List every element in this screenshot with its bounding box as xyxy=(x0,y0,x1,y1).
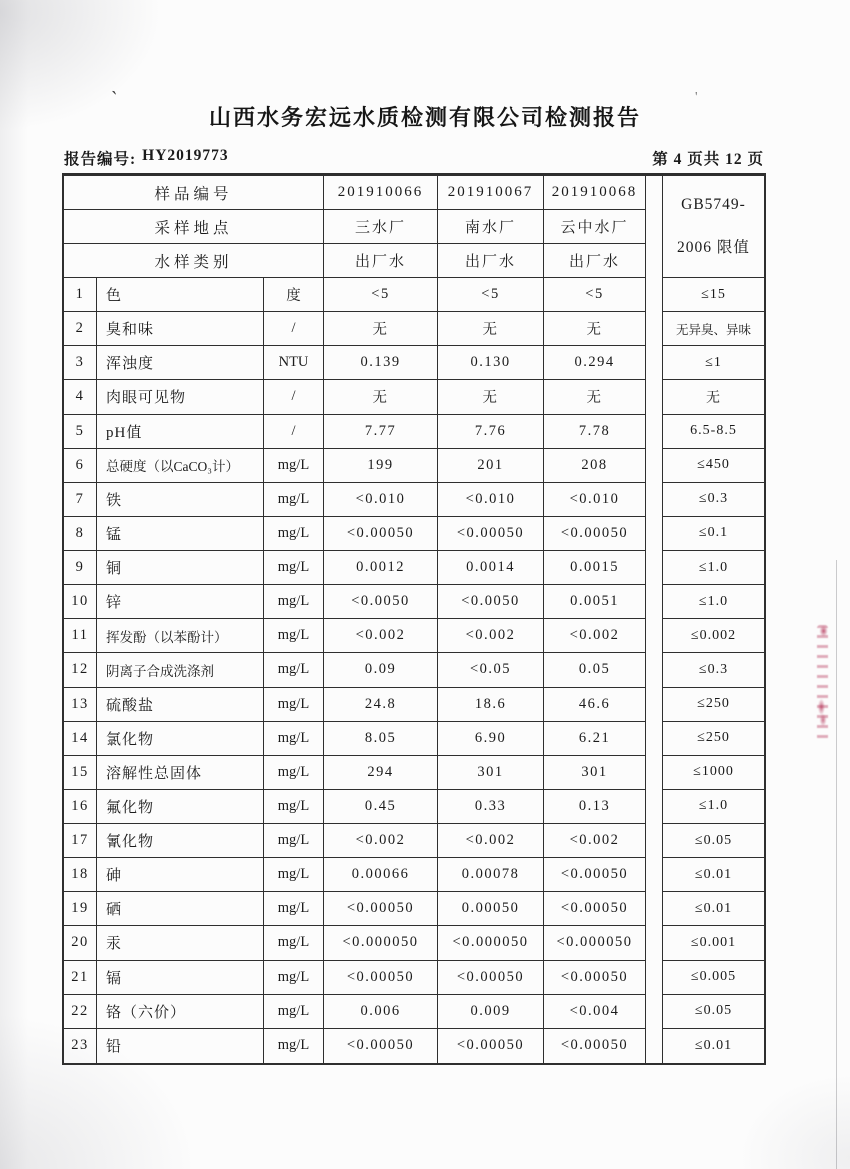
row-number-cell: 17 xyxy=(64,824,97,858)
report-number-value: HY2019773 xyxy=(142,147,229,164)
sample-value-cell: <0.00050 xyxy=(544,961,646,995)
param-name-cell: 铜 xyxy=(97,551,264,585)
row-number-cell: 2 xyxy=(64,312,97,346)
param-unit-cell: mg/L xyxy=(264,1029,324,1063)
sample-value-cell: <0.00050 xyxy=(324,961,438,995)
param-name-cell: 氯化物 xyxy=(97,722,264,756)
param-name-cell: 总硬度（以CaCO₃计） xyxy=(97,449,264,483)
sample-value-cell: 0.00066 xyxy=(324,858,438,892)
sample-value-cell: 6.90 xyxy=(438,722,544,756)
row-number-cell: 6 xyxy=(64,449,97,483)
sample-value-cell: <0.00050 xyxy=(544,892,646,926)
sample-value-cell: 0.00078 xyxy=(438,858,544,892)
sample-info-value: 云中水厂 xyxy=(544,210,646,244)
sample-value-cell: 294 xyxy=(324,756,438,790)
param-unit-cell: / xyxy=(264,380,324,414)
param-name-cell: 砷 xyxy=(97,858,264,892)
sample-value-cell: <0.010 xyxy=(438,483,544,517)
sample-value-cell: 7.77 xyxy=(324,415,438,449)
sample-value-cell: 8.05 xyxy=(324,722,438,756)
param-unit-cell: mg/L xyxy=(264,961,324,995)
sample-value-cell: <0.00050 xyxy=(544,1029,646,1063)
sample-value-cell: <0.000050 xyxy=(438,926,544,960)
param-unit-cell: / xyxy=(264,415,324,449)
row-number-cell: 14 xyxy=(64,722,97,756)
sample-value-cell: <0.000050 xyxy=(324,926,438,960)
row-number-cell: 10 xyxy=(64,585,97,619)
sample-value-cell: <0.00050 xyxy=(438,1029,544,1063)
row-number-cell: 5 xyxy=(64,415,97,449)
param-unit-cell: mg/L xyxy=(264,619,324,653)
sample-value-cell: <0.002 xyxy=(544,824,646,858)
sample-value-cell: <0.002 xyxy=(324,619,438,653)
sample-value-cell: 0.09 xyxy=(324,653,438,687)
sample-value-cell: 199 xyxy=(324,449,438,483)
sample-value-cell: <0.00050 xyxy=(324,1029,438,1063)
sample-value-cell: 无 xyxy=(438,312,544,346)
limit-value-cell: ≤0.05 xyxy=(662,824,764,858)
row-number-cell: 7 xyxy=(64,483,97,517)
sample-info-value: 三水厂 xyxy=(324,210,438,244)
param-name-cell: 汞 xyxy=(97,926,264,960)
row-number-cell: 22 xyxy=(64,995,97,1029)
param-unit-cell: mg/L xyxy=(264,926,324,960)
param-unit-cell: mg/L xyxy=(264,517,324,551)
gap-strip xyxy=(646,176,662,1063)
sample-value-cell: 0.05 xyxy=(544,653,646,687)
red-stamp-edge-artifact xyxy=(817,625,828,740)
param-name-cell: 镉 xyxy=(97,961,264,995)
sample-value-cell: <0.00050 xyxy=(438,517,544,551)
sample-value-cell: 6.21 xyxy=(544,722,646,756)
sample-value-cell: 无 xyxy=(324,312,438,346)
row-number-cell: 23 xyxy=(64,1029,97,1063)
meta-row xyxy=(64,147,764,169)
sample-value-cell: <0.002 xyxy=(438,824,544,858)
sample-value-cell: 18.6 xyxy=(438,688,544,722)
limit-value-cell: ≤15 xyxy=(662,278,764,312)
limit-value-cell: 无异臭、异味 xyxy=(662,312,764,346)
limit-value-cell: ≤250 xyxy=(662,688,764,722)
sample-value-cell: <0.002 xyxy=(438,619,544,653)
sample-value-cell: <0.0050 xyxy=(324,585,438,619)
param-unit-cell: mg/L xyxy=(264,858,324,892)
sample-value-cell: 0.006 xyxy=(324,995,438,1029)
param-name-cell: 色 xyxy=(97,278,264,312)
sample-value-cell: <0.010 xyxy=(544,483,646,517)
sample-info-value: 出厂水 xyxy=(544,244,646,278)
page-indicator: 第 4 页共 12 页 xyxy=(652,151,764,168)
sample-value-cell: <0.00050 xyxy=(324,892,438,926)
row-number-cell: 11 xyxy=(64,619,97,653)
sample-value-cell: 0.130 xyxy=(438,346,544,380)
param-name-cell: pH值 xyxy=(97,415,264,449)
param-name-cell: 氟化物 xyxy=(97,790,264,824)
results-table xyxy=(62,173,766,1065)
sample-value-cell: 0.13 xyxy=(544,790,646,824)
row-number-cell: 9 xyxy=(64,551,97,585)
limit-value-cell: ≤0.3 xyxy=(662,483,764,517)
limit-value-cell: ≤0.05 xyxy=(662,995,764,1029)
sample-value-cell: <0.002 xyxy=(544,619,646,653)
param-name-cell: 铁 xyxy=(97,483,264,517)
param-unit-cell: NTU xyxy=(264,346,324,380)
param-unit-cell: / xyxy=(264,312,324,346)
sample-value-cell: <0.004 xyxy=(544,995,646,1029)
sample-value-cell: 7.76 xyxy=(438,415,544,449)
report-number xyxy=(64,147,229,169)
param-unit-cell: 度 xyxy=(264,278,324,312)
row-number-cell: 15 xyxy=(64,756,97,790)
sample-value-cell: 0.33 xyxy=(438,790,544,824)
sample-value-cell: 0.00050 xyxy=(438,892,544,926)
param-name-cell: 硫酸盐 xyxy=(97,688,264,722)
row-number-cell: 8 xyxy=(64,517,97,551)
limit-value-cell: ≤250 xyxy=(662,722,764,756)
param-name-cell: 阴离子合成洗涤剂 xyxy=(97,653,264,687)
param-unit-cell: mg/L xyxy=(264,653,324,687)
sample-value-cell: <0.000050 xyxy=(544,926,646,960)
param-unit-cell: mg/L xyxy=(264,892,324,926)
limit-value-cell: ≤0.01 xyxy=(662,1029,764,1063)
row-number-cell: 4 xyxy=(64,380,97,414)
sample-value-cell: 0.294 xyxy=(544,346,646,380)
sample-info-value: 出厂水 xyxy=(324,244,438,278)
sample-value-cell: <0.002 xyxy=(324,824,438,858)
param-unit-cell: mg/L xyxy=(264,449,324,483)
row-number-cell: 21 xyxy=(64,961,97,995)
limit-value-cell: 无 xyxy=(662,380,764,414)
row-number-cell: 18 xyxy=(64,858,97,892)
sample-info-value: 南水厂 xyxy=(438,210,544,244)
limit-value-cell: ≤0.3 xyxy=(662,653,764,687)
sample-value-cell: 0.0051 xyxy=(544,585,646,619)
param-unit-cell: mg/L xyxy=(264,790,324,824)
sample-value-cell: 201 xyxy=(438,449,544,483)
sample-info-label: 水样类别 xyxy=(64,244,324,278)
row-number-cell: 1 xyxy=(64,278,97,312)
param-name-cell: 浑浊度 xyxy=(97,346,264,380)
sample-value-cell: 0.0014 xyxy=(438,551,544,585)
sample-info-value: 201910067 xyxy=(438,176,544,210)
sample-info-value: 201910068 xyxy=(544,176,646,210)
report-number-label: 报告编号: xyxy=(64,151,137,168)
sample-value-cell: <0.0050 xyxy=(438,585,544,619)
param-unit-cell: mg/L xyxy=(264,585,324,619)
results-grid xyxy=(64,176,764,1063)
limit-value-cell: ≤450 xyxy=(662,449,764,483)
param-unit-cell: mg/L xyxy=(264,722,324,756)
sample-value-cell: <5 xyxy=(544,278,646,312)
sample-value-cell: <5 xyxy=(438,278,544,312)
limit-value-cell: 6.5-8.5 xyxy=(662,415,764,449)
sample-value-cell: <0.05 xyxy=(438,653,544,687)
sample-value-cell: <0.00050 xyxy=(544,517,646,551)
gb-limit-header-line: 2006 限值 xyxy=(677,238,750,256)
sample-value-cell: 0.45 xyxy=(324,790,438,824)
sample-value-cell: 46.6 xyxy=(544,688,646,722)
limit-value-cell: ≤1.0 xyxy=(662,585,764,619)
sample-info-label: 样品编号 xyxy=(64,176,324,210)
param-name-cell: 硒 xyxy=(97,892,264,926)
sample-info-label: 采样地点 xyxy=(64,210,324,244)
sample-value-cell: <0.00050 xyxy=(544,858,646,892)
sample-value-cell: <0.00050 xyxy=(438,961,544,995)
param-name-cell: 溶解性总固体 xyxy=(97,756,264,790)
sample-value-cell: 0.0012 xyxy=(324,551,438,585)
sample-value-cell: 24.8 xyxy=(324,688,438,722)
sample-value-cell: 无 xyxy=(544,312,646,346)
sample-value-cell: 0.139 xyxy=(324,346,438,380)
param-name-cell: 肉眼可见物 xyxy=(97,380,264,414)
sample-info-value: 出厂水 xyxy=(438,244,544,278)
sample-value-cell: <0.010 xyxy=(324,483,438,517)
sample-value-cell: 无 xyxy=(324,380,438,414)
limit-value-cell: ≤1000 xyxy=(662,756,764,790)
sample-info-value: 201910066 xyxy=(324,176,438,210)
row-number-cell: 3 xyxy=(64,346,97,380)
param-unit-cell: mg/L xyxy=(264,824,324,858)
sample-value-cell: 无 xyxy=(438,380,544,414)
limit-value-cell: ≤0.01 xyxy=(662,892,764,926)
scan-stray-mark: ' xyxy=(695,90,698,105)
param-unit-cell: mg/L xyxy=(264,688,324,722)
param-name-cell: 氰化物 xyxy=(97,824,264,858)
sample-value-cell: 7.78 xyxy=(544,415,646,449)
row-number-cell: 19 xyxy=(64,892,97,926)
param-name-cell: 锰 xyxy=(97,517,264,551)
param-unit-cell: mg/L xyxy=(264,483,324,517)
sample-value-cell: 无 xyxy=(544,380,646,414)
limit-value-cell: ≤0.001 xyxy=(662,926,764,960)
param-name-cell: 铬（六价） xyxy=(97,995,264,1029)
scan-stray-mark: ` xyxy=(108,87,119,111)
row-number-cell: 13 xyxy=(64,688,97,722)
row-number-cell: 16 xyxy=(64,790,97,824)
row-number-cell: 20 xyxy=(64,926,97,960)
param-unit-cell: mg/L xyxy=(264,551,324,585)
limit-value-cell: ≤0.01 xyxy=(662,858,764,892)
sample-value-cell: <0.00050 xyxy=(324,517,438,551)
sample-value-cell: 0.009 xyxy=(438,995,544,1029)
report-title: 山西水务宏远水质检测有限公司检测报告 xyxy=(208,105,641,130)
param-unit-cell: mg/L xyxy=(264,756,324,790)
gb-limit-header xyxy=(662,176,764,278)
sample-value-cell: 301 xyxy=(544,756,646,790)
param-name-cell: 铅 xyxy=(97,1029,264,1063)
limit-value-cell: ≤0.005 xyxy=(662,961,764,995)
sample-value-cell: 301 xyxy=(438,756,544,790)
param-name-cell: 臭和味 xyxy=(97,312,264,346)
sample-value-cell: 0.0015 xyxy=(544,551,646,585)
limit-value-cell: ≤0.002 xyxy=(662,619,764,653)
param-unit-cell: mg/L xyxy=(264,995,324,1029)
limit-value-cell: ≤1 xyxy=(662,346,764,380)
row-number-cell: 12 xyxy=(64,653,97,687)
sample-value-cell: 208 xyxy=(544,449,646,483)
param-name-cell: 挥发酚（以苯酚计） xyxy=(97,619,264,653)
limit-value-cell: ≤1.0 xyxy=(662,790,764,824)
param-name-cell: 锌 xyxy=(97,585,264,619)
paper-edge-shadow xyxy=(836,560,837,1169)
gb-limit-header-line: GB5749- xyxy=(681,196,746,214)
limit-value-cell: ≤1.0 xyxy=(662,551,764,585)
sample-value-cell: <5 xyxy=(324,278,438,312)
limit-value-cell: ≤0.1 xyxy=(662,517,764,551)
